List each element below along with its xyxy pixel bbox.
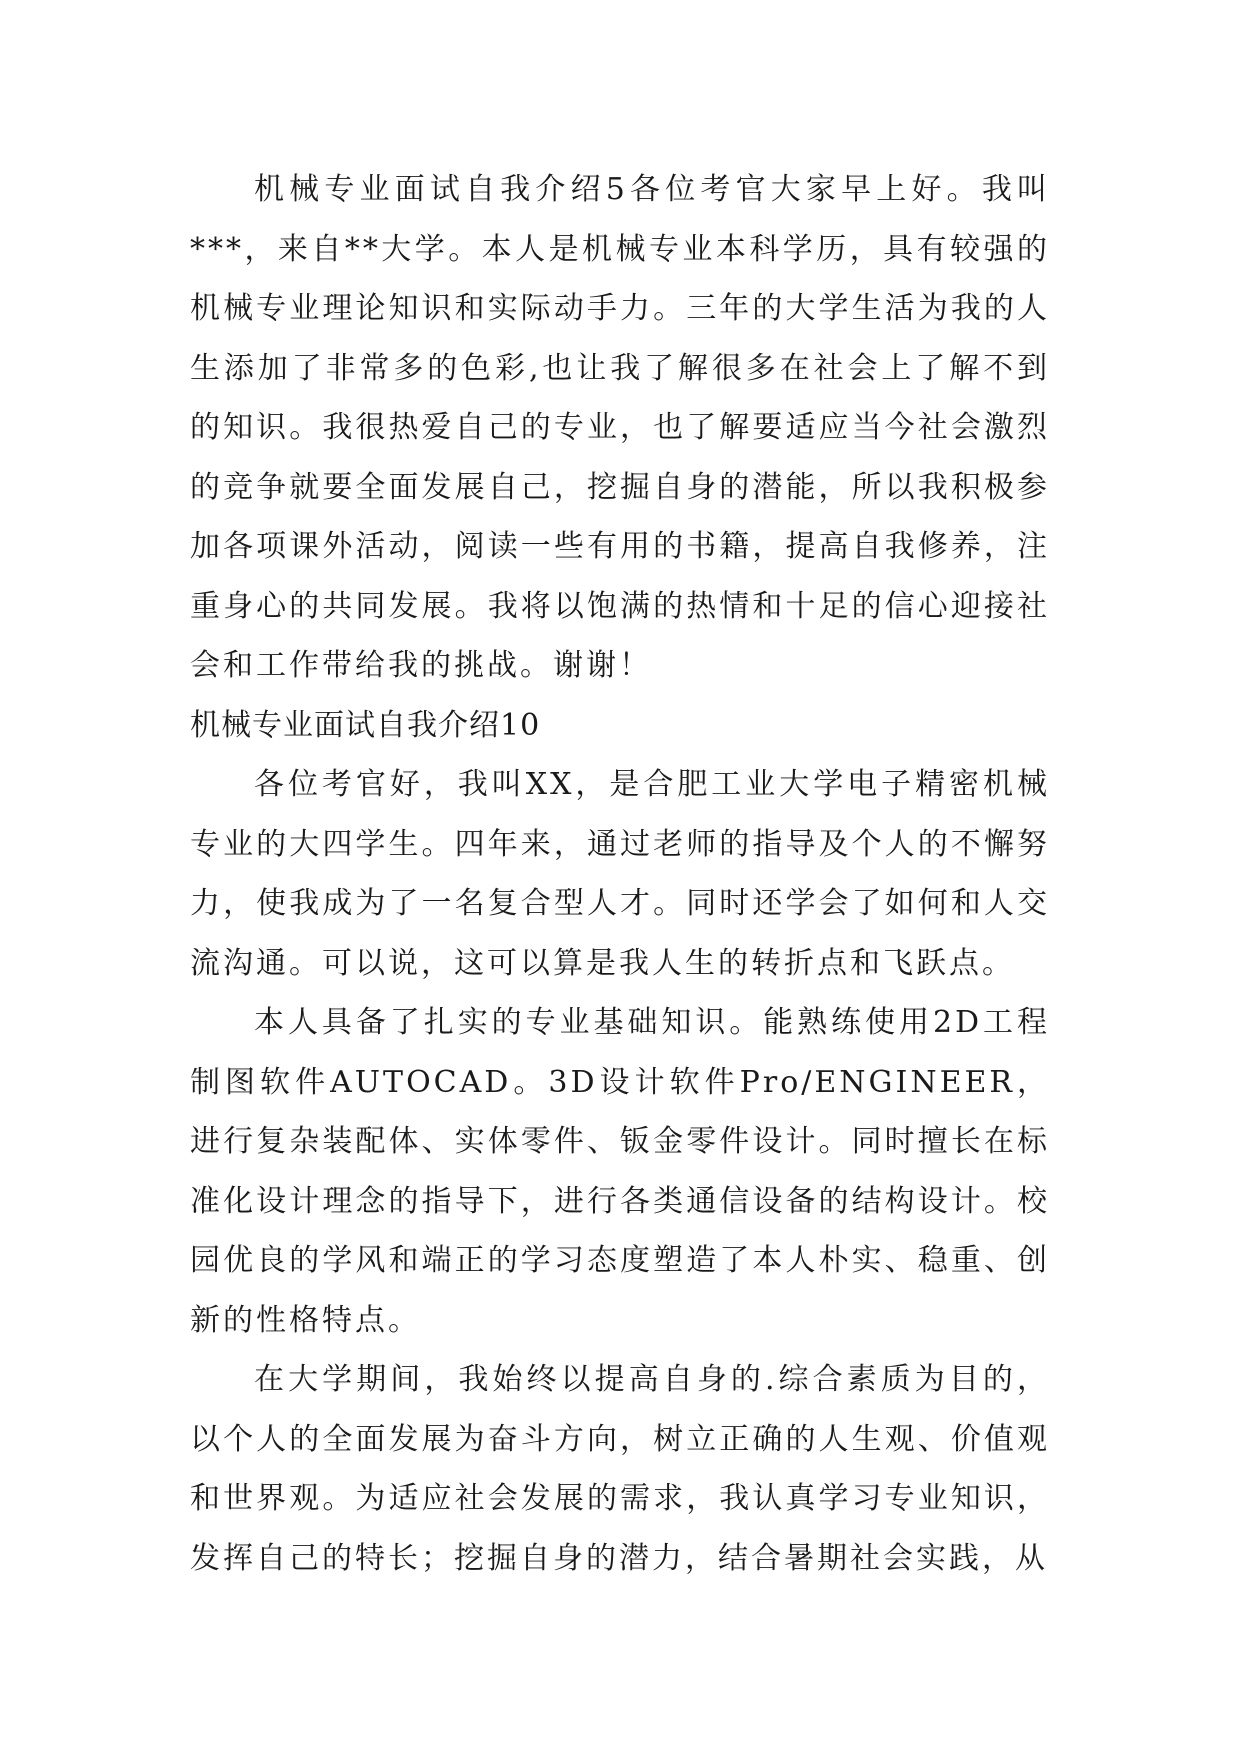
paragraph-intro-5: 机械专业面试自我介绍5各位考官大家早上好。我叫***，来自**大学。本人是机械专业本科学历，具有较强的机械专业理论知识和实际动手力。三年的大学生活为我的人生添加了非常多的色彩,也让我了解很多在社会上了解不到的知识。我很热爱自己的专业，也了解要适应当今社会激烈的竞争就要全面发展自己，挖掘自身的潜能，所以我积极参加各项课外活动，阅读一些有用的书籍，提高自我修养，注重身心的共同发展。我将以饱满的热情和十足的信心迎接社会和工作带给我的挑战。谢谢！ <box>190 172 1050 683</box>
paragraph-university: 在大学期间，我始终以提高自身的.综合素质为目的，以个人的全面发展为奋斗方向，树立正确的人生观、价值观和世界观。为适应社会发展的需求，我认真学习专业知识，发挥自己的特长；挖掘自身的潜力，结合暑期社会实践，从 <box>190 1362 1050 1576</box>
section-heading-10: 机械专业面试自我介绍10 <box>190 707 541 743</box>
paragraph-skills: 本人具备了扎实的专业基础知识。能熟练使用2D工程制图软件AUTOCAD。3D设计软件Pro/ENGINEER，进行复杂装配体、实体零件、钣金零件设计。同时擅长在标准化设计理念的指导下，进行各类通信设备的结构设计。校园优良的学风和端正的学习态度塑造了本人朴实、稳重、创新的性格特点。 <box>190 1005 1050 1338</box>
document-body <box>190 160 1050 1588</box>
paragraph-greeting: 各位考官好，我叫XX，是合肥工业大学电子精密机械专业的大四学生。四年来，通过老师的指导及个人的不懈努力，使我成为了一名复合型人才。同时还学会了如何和人交流沟通。可以说，这可以算是我人生的转折点和飞跃点。 <box>190 767 1050 981</box>
